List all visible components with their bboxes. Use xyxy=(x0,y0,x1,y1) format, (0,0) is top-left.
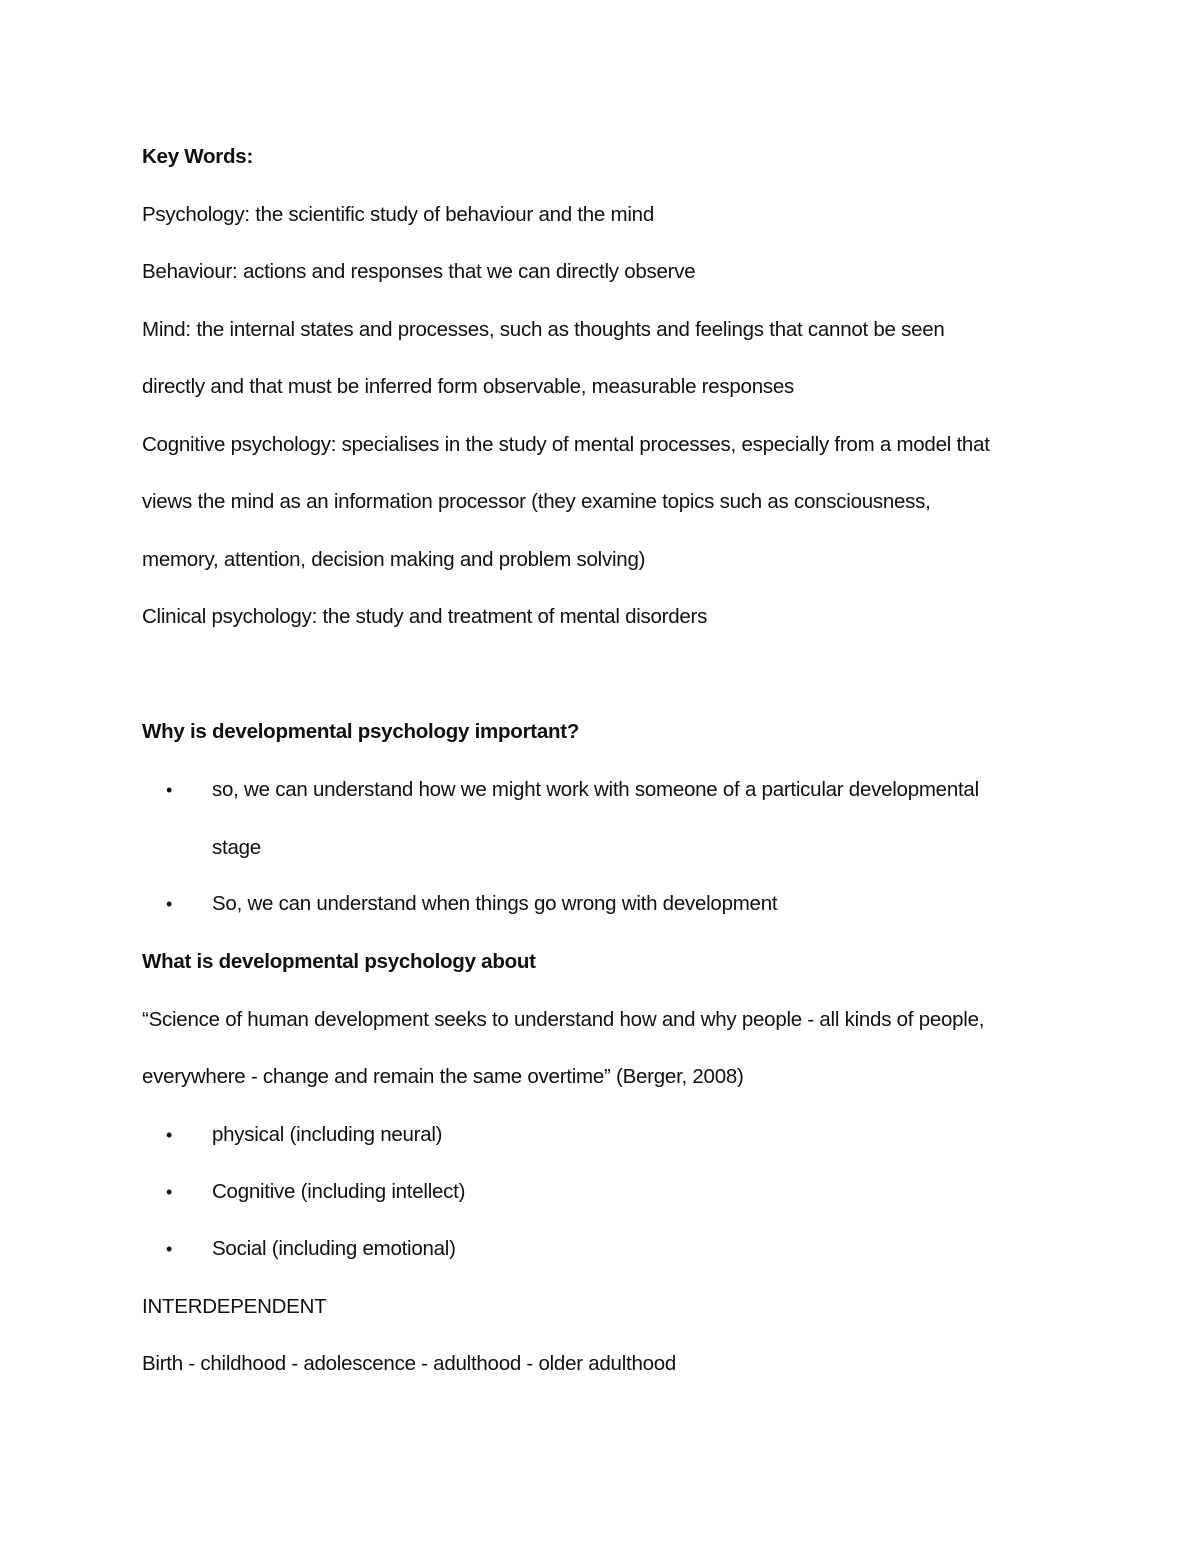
definition-mind-line-2: directly and that must be inferred form observable, measurable responses xyxy=(142,375,795,398)
definition-psychology: Psychology: the scientific study of behaviour and the mind xyxy=(142,203,654,226)
bullet-icon: • xyxy=(166,894,173,914)
why-important-heading: Why is developmental psychology important? xyxy=(142,720,580,743)
quote-line-2: everywhere - change and remain the same overtime” (Berger, 2008) xyxy=(142,1065,744,1088)
quote-line-1: “Science of human development seeks to understand how and why people - all kinds of people, xyxy=(142,1008,985,1031)
definition-cognitive-line-3: memory, attention, decision making and problem solving) xyxy=(142,548,646,571)
what-about-heading: What is developmental psychology about xyxy=(142,950,536,973)
why-bullet-1-line-1: so, we can understand how we might work with someone of a particular developmental xyxy=(212,778,979,801)
why-bullet-1-line-2: stage xyxy=(212,836,261,859)
bullet-icon: • xyxy=(166,780,173,800)
domain-bullet-social: Social (including emotional) xyxy=(212,1237,456,1260)
domain-bullet-cognitive: Cognitive (including intellect) xyxy=(212,1180,466,1203)
interdependent-label: INTERDEPENDENT xyxy=(142,1295,327,1318)
definition-cognitive-line-1: Cognitive psychology: specialises in the study of mental processes, especially from a model that xyxy=(142,433,990,456)
why-bullet-2: So, we can understand when things go wrong with development xyxy=(212,892,778,915)
bullet-icon: • xyxy=(166,1125,173,1145)
bullet-icon: • xyxy=(166,1182,173,1202)
definition-cognitive-line-2: views the mind as an information processor (they examine topics such as consciousness, xyxy=(142,490,931,513)
bullet-icon: • xyxy=(166,1239,173,1259)
life-stages-line: Birth - childhood - adolescence - adulthood - older adulthood xyxy=(142,1352,677,1375)
domain-bullet-physical: physical (including neural) xyxy=(212,1123,443,1146)
definition-mind-line-1: Mind: the internal states and processes, such as thoughts and feelings that cannot be seen xyxy=(142,318,945,341)
definition-clinical: Clinical psychology: the study and treatment of mental disorders xyxy=(142,605,708,628)
key-words-heading: Key Words: xyxy=(142,145,254,168)
definition-behaviour: Behaviour: actions and responses that we can directly observe xyxy=(142,260,696,283)
